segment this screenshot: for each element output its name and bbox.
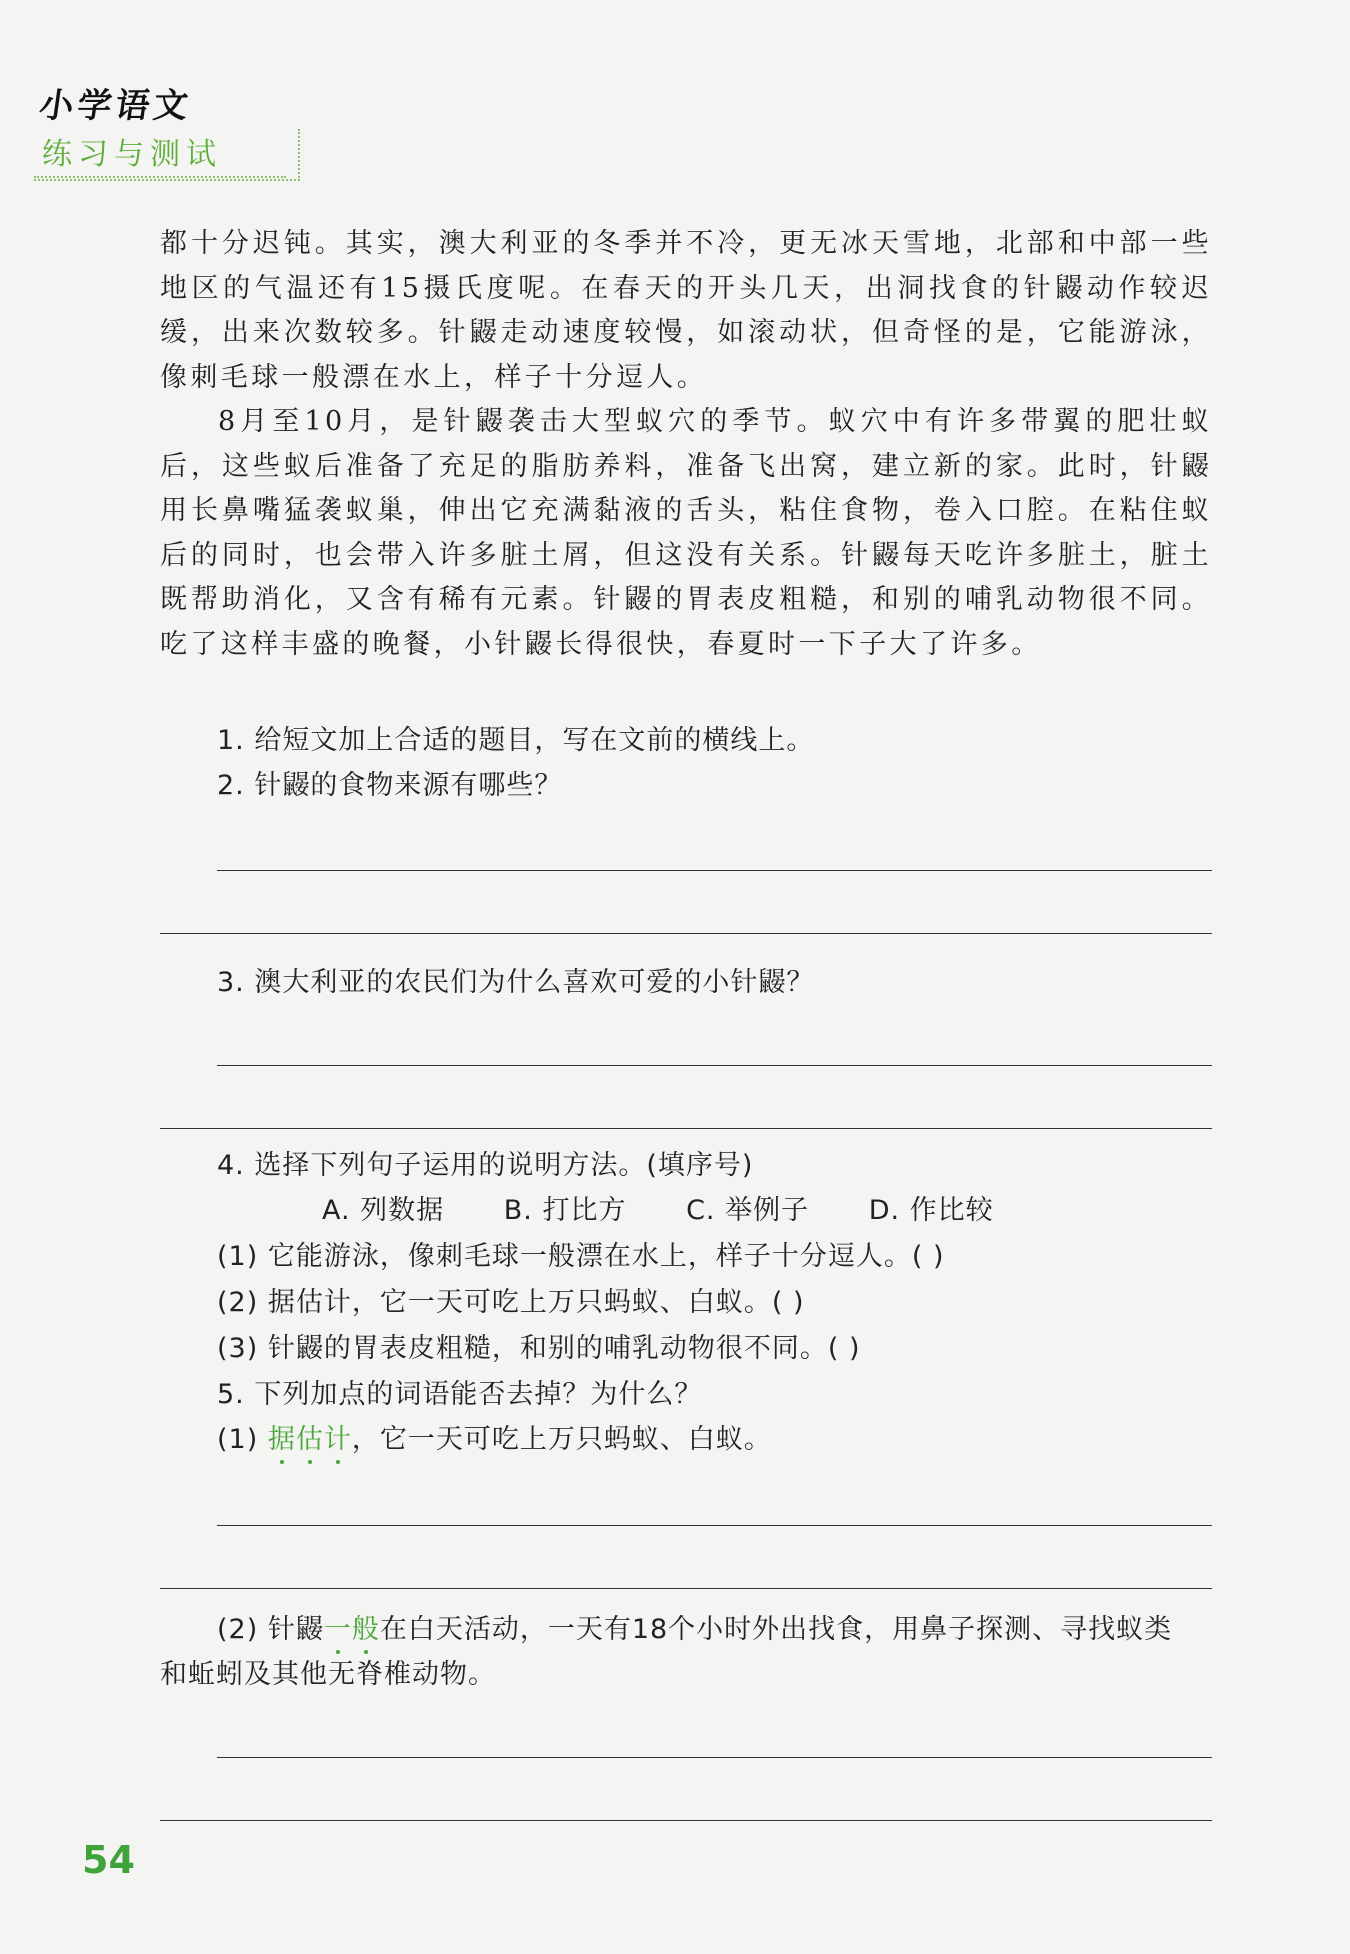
item-text: 在白天活动，一天有18个小时外出找食，用鼻子探测、寻找蚁类 [379, 1614, 1173, 1645]
question-4-item-1[interactable]: (1) 它能游泳，像刺毛球一般漂在水上，样子十分逗人。( ) [217, 1241, 945, 1272]
item-prefix: (1) [217, 1424, 268, 1455]
book-brand [34, 78, 300, 181]
book-title: 小学语文 [36, 86, 195, 126]
question-1: 1. 给短文加上合适的题目，写在文前的横线上。 [217, 725, 815, 756]
question-2: 2. 针鼹的食物来源有哪些？ [217, 770, 563, 801]
option-b: B. 打比方 [503, 1195, 627, 1226]
dotted-char: 计 [323, 1424, 352, 1455]
dotted-char: 估 [295, 1424, 324, 1455]
option-d: D. 作比较 [868, 1195, 994, 1226]
question-3: 3. 澳大利亚的农民们为什么喜欢可爱的小针鼹？ [217, 967, 815, 998]
question-5: 5. 下列加点的词语能否去掉？为什么？ [217, 1379, 703, 1410]
passage-paragraph-2: 8月至10月，是针鼹袭击大型蚁穴的季节。蚁穴中有许多带翼的肥壮蚁后，这些蚁后准备了充足的脂肪养料，准备飞出窝，建立新的家。此时，针鼹用长鼻嘴猛袭蚁巢，伸出它充满黏液的舌头，粘住食物，卷入口腔。在粘住蚁后的同时，也会带入许多脏土屑，但这没有关系。针鼹每天吃许多脏土，脏土既帮助消化，又含有稀有元素。针鼹的胃表皮粗糙，和别的哺乳动物很不同。吃了这样丰盛的晚餐，小针鼹长得很快，春夏时一下子大了许多。 [160, 406, 1212, 660]
question-5-item-1 [217, 1417, 1212, 1463]
option-c: C. 举例子 [686, 1195, 810, 1226]
questions-section [160, 718, 1212, 1821]
answer-line[interactable] [160, 1820, 1212, 1821]
dotted-char: 据 [267, 1424, 296, 1455]
dotted-char: 一 [323, 1614, 352, 1645]
question-4-item-2[interactable]: (2) 据估计，它一天可吃上万只蚂蚁、白蚁。( ) [217, 1287, 805, 1318]
passage-paragraph-1: 都十分迟钝。其实，澳大利亚的冬季并不冷，更无冰天雪地，北部和中部一些地区的气温还有15摄氏度呢。在春天的开头几天，出洞找食的针鼹动作较迟缓，出来次数较多。针鼹走动速度较慢，如滚动状，但奇怪的是，它能游泳，像刺毛球一般漂在水上，样子十分逗人。 [160, 228, 1212, 393]
item-text: ，它一天可吃上万只蚂蚁、白蚁。 [351, 1424, 772, 1455]
question-4-item-3[interactable]: (3) 针鼹的胃表皮粗糙，和别的哺乳动物很不同。( ) [217, 1333, 861, 1364]
book-subtitle: 练习与测试 [34, 129, 300, 181]
question-4: 4. 选择下列句子运用的说明方法。(填序号) [217, 1150, 754, 1181]
option-a: A. 列数据 [322, 1195, 445, 1226]
item-continuation: 和蚯蚓及其他无脊椎动物。 [160, 1659, 496, 1690]
question-5-item-2 [160, 1607, 1212, 1697]
page-number: 54 [82, 1838, 135, 1882]
reading-passage [160, 222, 1212, 667]
question-4-options [322, 1188, 1212, 1234]
item-prefix: (2) 针鼹 [217, 1614, 324, 1645]
brand-divider [34, 176, 286, 178]
dotted-char: 般 [351, 1614, 380, 1645]
